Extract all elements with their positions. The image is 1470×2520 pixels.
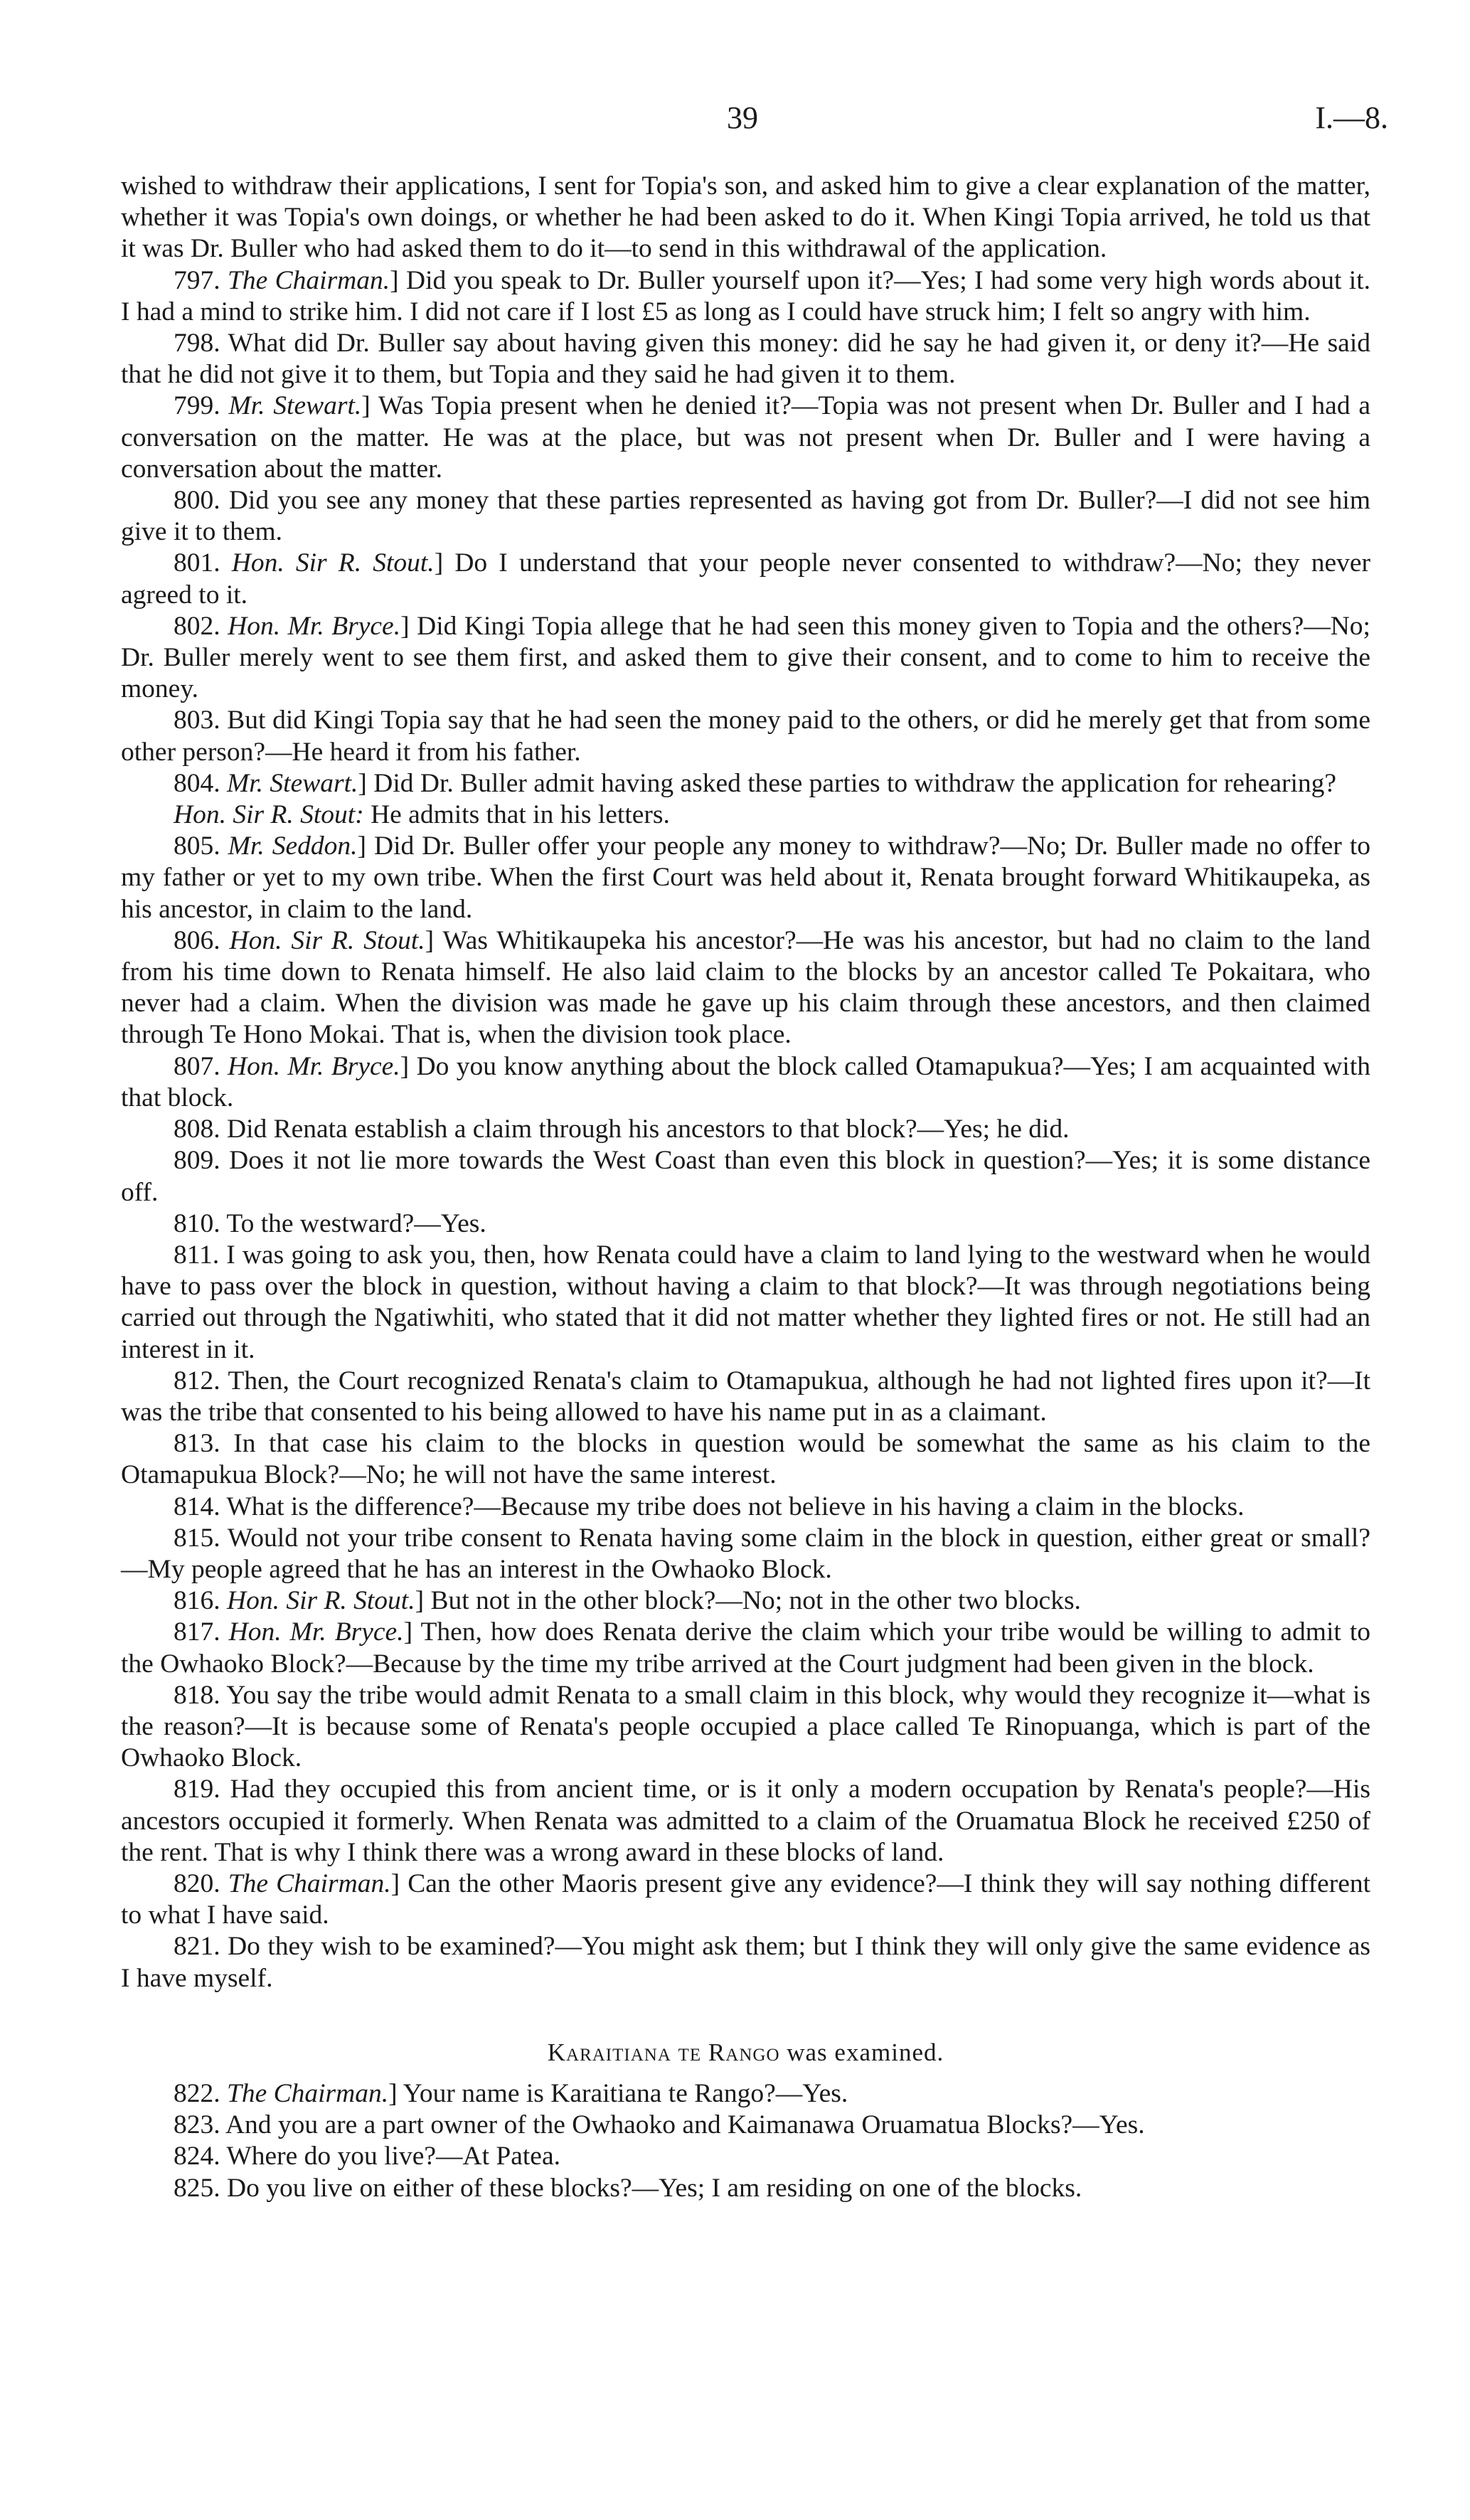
question-number: 815.: [174, 1523, 220, 1553]
question-number: 801.: [174, 548, 220, 578]
qa-text: And you are a part owner of the Owhaoko and Kaimanawa Oruamatua Blocks?—Yes.: [225, 2110, 1145, 2140]
question-number: 811.: [174, 1240, 220, 1270]
qa-text: Did Renata establish a claim through his ancestors to that block?—Yes; he did.: [227, 1115, 1070, 1144]
qa-text: Can the other Maoris present give any evidence?—I think they will say nothing different to what I have said.: [121, 1868, 1371, 1930]
question-number: 806.: [174, 925, 220, 955]
speaker-name: Hon. Mr. Bryce.: [228, 611, 401, 641]
qa-paragraph: [121, 1680, 1370, 1775]
qa-list-2: [121, 2078, 1370, 2204]
qa-text: Where do you live?—At Patea.: [226, 2142, 560, 2171]
qa-paragraph: [121, 1208, 1370, 1240]
speaker-name: Hon. Sir R. Stout.: [229, 925, 425, 955]
qa-paragraph: 817. Hon. Mr. Bryce.] Then, how does Renata derive the claim which your tribe would be willing to admit to the Owhaoko Block?—Because by the time my tribe arrived at the Court judgment had been given in the block.: [121, 1617, 1370, 1679]
question-number: 818.: [174, 1680, 220, 1710]
qa-text: Did you see any money that these parties represented as having got from Dr. Buller?—I did not see him give it to them.: [121, 486, 1371, 547]
question-number: 813.: [174, 1429, 220, 1459]
question-number: 800.: [174, 486, 220, 516]
speaker-name: Hon. Mr. Bryce.: [228, 1617, 404, 1647]
question-number: 824.: [174, 2142, 220, 2171]
speaker-name: Hon. Sir R. Stout.: [227, 1586, 415, 1616]
question-number: 803.: [174, 706, 220, 735]
question-number: 823.: [174, 2110, 220, 2140]
speaker-name: The Chairman.: [227, 2078, 389, 2108]
qa-paragraph: [121, 328, 1370, 390]
qa-text: Would not your tribe consent to Renata having some claim in the block in question, either great or small?—My people agreed that he has an interest in the Owhaoko Block.: [121, 1523, 1370, 1584]
question-number: 809.: [174, 1146, 220, 1176]
qa-paragraph: 805. Mr. Seddon.] Did Dr. Buller offer your people any money to withdraw?—No; Dr. Buller made no offer to my father or yet to my own tribe. When the first Court was held about it, Renata brought forward Whitikaupeka, as his ancestor, in claim to the land.: [121, 831, 1370, 924]
question-number: 808.: [174, 1115, 220, 1144]
question-number: 820.: [174, 1868, 220, 1898]
speaker-name: Mr. Stewart.: [228, 391, 362, 421]
qa-text: Was Whitikaupeka his ancestor?—He was his ancestor, but had no claim to the land from his time down to Renata himself. He also laid claim to the blocks by an ancestor called Te Pokaitara, who never had a claim. When the division was made he gave up his claim through these ancestors, and then claimed through Te Hono Mokai. That is, when the division took place.: [121, 925, 1371, 1050]
qa-paragraph: [121, 1523, 1370, 1585]
qa-text: Do you know anything about the block called Otamapukua?—Yes; I am acquainted with that block.: [121, 1051, 1370, 1112]
qa-paragraph: 802. Hon. Mr. Bryce.] Did Kingi Topia allege that he had seen this money given to Topia and the others?—No; Dr. Buller merely went to see them first, and asked them to give their consent, and to come to him to receive the money.: [121, 611, 1370, 704]
qa-paragraph: [121, 1931, 1370, 1994]
question-number: 805.: [174, 831, 220, 861]
question-number: 799.: [174, 391, 220, 421]
qa-paragraph: [121, 2110, 1370, 2141]
qa-text: Do you live on either of these blocks?—Yes; I am residing on one of the blocks.: [227, 2173, 1082, 2203]
qa-text: Then, how does Renata derive the claim which your tribe would be willing to admit to the Owhaoko Block?—Because by the time my tribe arrived at the Court judgment had been given in the block.: [121, 1617, 1370, 1679]
section-title: [121, 2037, 1370, 2068]
qa-text: Did Kingi Topia allege that he had seen this money given to Topia and the others?—No; Dr. Buller merely went to see them first, and asked them to give their consent, and to come to him to receive the money.: [121, 611, 1370, 704]
qa-paragraph: 799. Mr. Stewart.] Was Topia present when he denied it?—Topia was not present when Dr. Buller and I had a conversation on the matter. He was at the place, but was not present when Dr. Buller and I were having a conversation about the matter.: [121, 391, 1371, 484]
witness-name: Karaitiana te Rango: [547, 2038, 780, 2066]
speaker-name: The Chairman.: [228, 265, 390, 295]
speaker-name: The Chairman.: [228, 1868, 391, 1898]
qa-paragraph: [121, 1366, 1370, 1428]
question-number: 821.: [174, 1932, 220, 1962]
speaker-name: Mr. Stewart.: [227, 768, 358, 798]
body-text: [121, 171, 1370, 2204]
qa-paragraph: [121, 799, 1370, 831]
question-number: 797.: [174, 265, 220, 295]
qa-text: Did Dr. Buller admit having asked these parties to withdraw the application for rehearing?: [373, 768, 1337, 798]
question-number: 817.: [174, 1617, 220, 1647]
question-number: 807.: [174, 1051, 220, 1081]
qa-paragraph: [121, 705, 1370, 767]
speaker-name: Hon. Mr. Bryce.: [228, 1051, 400, 1081]
qa-text: Had they occupied this from ancient time, or is it only a modern occupation by Renata's people?—His ancestors occupied it formerly. When Renata was admitted to a claim of the Oruamatua Block he received £250 of the rent. That is why I think there was a wrong award in these blocks of land.: [121, 1775, 1370, 1867]
qa-paragraph: 822. The Chairman.] Your name is Karaitiana te Rango?—Yes.: [174, 2078, 848, 2108]
qa-list: [121, 265, 1370, 1994]
qa-paragraph: [121, 1240, 1370, 1366]
qa-text: But not in the other block?—No; not in the other two blocks.: [430, 1586, 1081, 1616]
question-number: 819.: [174, 1775, 220, 1804]
qa-paragraph: 804. Mr. Stewart.] Did Dr. Buller admit having asked these parties to withdraw the application for rehearing?: [174, 768, 1337, 798]
qa-text: Your name is Karaitiana te Rango?—Yes.: [403, 2078, 848, 2108]
opening-paragraph: wished to withdraw their applications, I sent for Topia's son, and asked him to give a clear explanation of the matter, whether it was Topia's own doings, or whether he had been asked to do it. When Kingi Topia arrived, he told us that it was Dr. Buller who had asked them to do it—to send in this withdrawal of the application.: [121, 171, 1370, 264]
qa-text: Was Topia present when he denied it?—Topia was not present when Dr. Buller and I had a conversation on the matter. He was at the place, but was not present when Dr. Buller and I were having a conversation about the matter.: [121, 391, 1371, 484]
question-number: 822.: [174, 2078, 220, 2108]
page-number: 39: [727, 100, 758, 135]
qa-text: Do I understand that your people never consented to withdraw?—No; they never agreed to it.: [121, 548, 1370, 610]
qa-text: He admits that in his letters.: [371, 800, 670, 830]
qa-paragraph: [121, 2173, 1370, 2204]
question-number: 825.: [174, 2173, 220, 2203]
qa-text: Did Dr. Buller offer your people any money to withdraw?—No; Dr. Buller made no offer to my father or yet to my own tribe. When the first Court was held about it, Renata brought forward Whitikaupeka, as his ancestor, in claim to the land.: [121, 831, 1370, 924]
document-reference: I.—8.: [1315, 100, 1388, 135]
speaker-name: Hon. Sir R. Stout:: [174, 800, 364, 830]
qa-paragraph: [121, 485, 1370, 548]
question-number: 814.: [174, 1492, 220, 1521]
speaker-name: Hon. Sir R. Stout.: [231, 548, 435, 578]
qa-text: To the westward?—Yes.: [226, 1208, 486, 1238]
qa-text: Then, the Court recognized Renata's claim to Otamapukua, although he had not lighted fires upon it?—It was the tribe that consented to his being allowed to have his name put in as a claimant.: [121, 1366, 1371, 1427]
speaker-name: Mr. Seddon.: [228, 831, 358, 861]
qa-text: Did you speak to Dr. Buller yourself upon it?—Yes; I had some very high words about it. I had a mind to strike him. I did not care if I lost £5 as long as I could have struck him; I felt so angry with him.: [121, 265, 1370, 326]
qa-text: Does it not lie more towards the West Coast than even this block in question?—Yes; it is some distance off.: [121, 1146, 1371, 1207]
qa-paragraph: 797. The Chairman.] Did you speak to Dr. Buller yourself upon it?—Yes; I had some very high words about it. I had a mind to strike him. I did not care if I lost £5 as long as I could have struck him; I felt so angry with him.: [121, 265, 1370, 326]
qa-text: But did Kingi Topia say that he had seen the money paid to the others, or did he merely get that from some other person?—He heard it from his father.: [121, 706, 1370, 767]
qa-paragraph: [121, 1145, 1370, 1208]
question-number: 810.: [174, 1208, 220, 1238]
qa-text: What did Dr. Buller say about having given this money: did he say he had given it, or deny it?—He said that he did not give it to them, but Topia and they said he had given it to them.: [121, 329, 1371, 390]
qa-paragraph: 801. Hon. Sir R. Stout.] Do I understand that your people never consented to withdraw?—No; they never agreed to it.: [121, 548, 1370, 610]
qa-paragraph: 806. Hon. Sir R. Stout.] Was Whitikaupeka his ancestor?—He was his ancestor, but had no claim to the land from his time down to Renata himself. He also laid claim to the blocks by an ancestor called Te Pokaitara, who never had a claim. When the division was made he gave up his claim through these ancestors, and then claimed through Te Hono Mokai. That is, when the division took place.: [121, 925, 1371, 1050]
qa-paragraph: [121, 2141, 1370, 2172]
qa-text: Do they wish to be examined?—You might ask them; but I think they will only give the same evidence as I have myself.: [121, 1932, 1370, 1993]
question-number: 804.: [174, 768, 220, 798]
qa-paragraph: [121, 1774, 1370, 1868]
qa-text: What is the difference?—Because my tribe does not believe in his having a claim in the blocks.: [226, 1492, 1245, 1521]
qa-paragraph: [121, 1492, 1370, 1523]
qa-text: I was going to ask you, then, how Renata could have a claim to land lying to the westward when he would have to pass over the block in question, without having a claim to that block?—It was through negotiations being carried out through the Ngatiwhiti, who stated that it did not matter whether they lighted fires or not. He still had an interest in it.: [121, 1240, 1370, 1364]
question-number: 812.: [174, 1366, 220, 1395]
question-number: 816.: [174, 1586, 220, 1616]
section-title-rest: was examined.: [787, 2038, 944, 2066]
qa-paragraph: 816. Hon. Sir R. Stout.] But not in the other block?—No; not in the other two blocks.: [174, 1586, 1081, 1616]
qa-text: You say the tribe would admit Renata to a small claim in this block, why would they recognize it—what is the reason?—It is because some of Renata's people occupied a place called Te Rinopuanga, which is part of the Owhaoko Block.: [121, 1680, 1371, 1773]
page-header: [0, 100, 1470, 149]
question-number: 798.: [174, 329, 220, 358]
qa-paragraph: [121, 1428, 1370, 1491]
question-number: 802.: [174, 611, 220, 641]
qa-text: In that case his claim to the blocks in question would be somewhat the same as his claim to the Otamapukua Block?—No; he will not have the same interest.: [121, 1429, 1370, 1490]
qa-paragraph: 820. The Chairman.] Can the other Maoris present give any evidence?—I think they will say nothing different to what I have said.: [121, 1868, 1371, 1930]
qa-paragraph: 807. Hon. Mr. Bryce.] Do you know anything about the block called Otamapukua?—Yes; I am acquainted with that block.: [121, 1051, 1370, 1112]
qa-paragraph: [121, 1114, 1370, 1145]
